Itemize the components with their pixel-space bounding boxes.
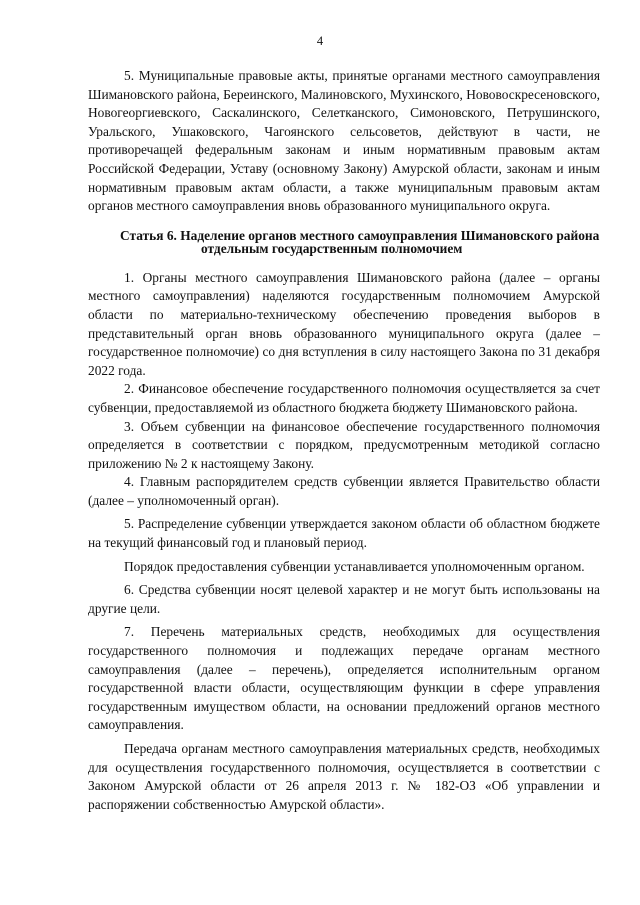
- article-6-material-transfer: Передача органам местного самоуправления материальных средств, необходимых для осуществления государственного полномочия, осуществляется в соответствии с Законом Амурской области от 26 апреля 2013 г. № 182-ОЗ «Об управлении и распоряжении собственностью Амурской области».: [88, 741, 600, 812]
- article-6-paragraph-1: 1. Органы местного самоуправления Шимановского района (далее – органы местного самоуправления) наделяются государственным полномочием Амурской области по материально-техническому обеспечению проведения выборов в представительный орган вновь образованного муниципального округа (далее – государственное полномочие) со дня вступления в силу настоящего Закона по 31 декабря 2022 года.: [88, 269, 600, 378]
- article-6-paragraph-5: 5. Распределение субвенции утверждается законом области об областном бюджете на текущий финансовый год и плановый период.: [88, 516, 600, 551]
- page-number: 4: [316, 34, 324, 48]
- document-body: [88, 67, 600, 814]
- article-6-paragraph-6: 6. Средства субвенции носят целевой характер и не могут быть использованы на другие цели.: [88, 582, 600, 616]
- paragraph-5: 5. Муниципальные правовые акты, принятые органами местного самоуправления Шимановского района, Береинского, Малиновского, Мухинского, Нововоскресеновского, Новогеоргиевского, Саскалинского, Селетканского, Симоновского, Петрушинского, Уральского, Ушаковского, Чагоянского сельсоветов, действуют в части, не противоречащей федеральным законам и иным нормативным правовым актам Российской Федерации, Уставу (основному Закону) Амурской области, законам и иным нормативным правовым актам области, а также муниципальным правовым актам органов местного самоуправления вновь образованного муниципального округа.: [88, 68, 600, 214]
- article-6-heading: Статья 6. Наделение органов местного самоуправления Шимановского района отдельным государственным полномочием: [120, 227, 600, 257]
- article-6-paragraph-3: 3. Объем субвенции на финансовое обеспечение государственного полномочия определяется в соответствии с порядком, предусмотренным методикой согласно приложению № 2 к настоящему Закону.: [88, 418, 600, 471]
- article-6-paragraph-7: 7. Перечень материальных средств, необходимых для осуществления государственного полномочия и подлежащих передаче органам местного самоуправления (далее – перечень), определяется исполнительным органом государственной власти области, осуществляющим функции в сфере управления государственным имуществом области, на основании предложений органов местного самоуправления.: [88, 624, 600, 733]
- article-6-subsidy-procedure: Порядок предоставления субвенции устанавливается уполномоченным органом.: [124, 558, 585, 574]
- article-6-paragraph-2: 2. Финансовое обеспечение государственного полномочия осуществляется за счет субвенции, предоставляемой из областного бюджета бюджету Шимановского района.: [88, 381, 600, 415]
- article-6-paragraph-4: 4. Главным распорядителем средств субвенции является Правительство области (далее – уполномоченный орган).: [88, 474, 600, 508]
